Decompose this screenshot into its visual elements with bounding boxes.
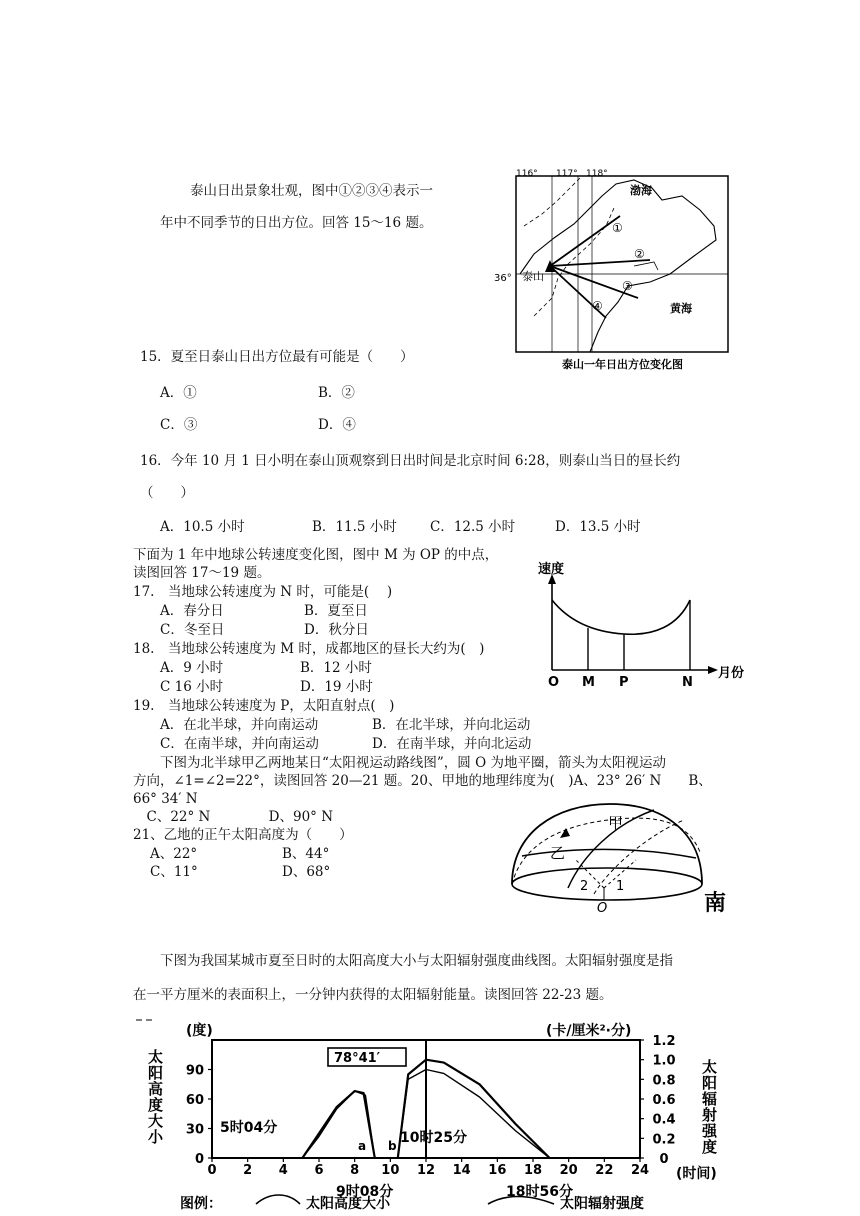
q18-option-d: D．19 小时	[300, 679, 373, 695]
q18-option-a: A．9 小时	[160, 660, 224, 676]
lat-label-36: 36°	[494, 273, 512, 284]
solar-altitude-radiation-chart	[136, 1014, 752, 1210]
intro-3-line-1: 下图为北半球甲乙两地某日“太阳视运动路线图”，圆 O 为地平圈，箭头为太阳视运动	[160, 755, 666, 771]
left-tick-label-3: 90	[185, 1063, 204, 1079]
lon-label-116: 116°	[516, 169, 538, 179]
mountain-label-taishan: 泰山	[522, 270, 544, 283]
legend-prefix: 图例：	[180, 1196, 222, 1210]
t1-annotation: 10时25分	[400, 1130, 467, 1146]
speed-y-label: 速度	[538, 562, 565, 577]
speed-curve	[552, 600, 690, 634]
q21-option-d: D、68°	[282, 864, 331, 880]
intro-4-line-2: 在一平方厘米的表面积上，一分钟内获得的太阳辐射能量。读图回答 22-23 题。	[133, 987, 613, 1003]
q19-option-c: C．在南半球，并向南运动	[160, 736, 319, 752]
x-axis-label: (时间)	[676, 1166, 717, 1182]
speed-point-p: P	[619, 675, 629, 690]
point-a-label: a	[358, 1139, 367, 1153]
right-tick-label-4: 0.8	[652, 1073, 676, 1089]
x-tick-label-5: 10	[381, 1163, 400, 1178]
x-tick-label-6: 12	[416, 1163, 436, 1178]
right-tick-label-0: 0	[659, 1152, 669, 1167]
sun-direction-arrow	[560, 828, 570, 838]
point-b-label: b	[388, 1139, 397, 1153]
q19-option-d: D．在南半球，并向北运动	[372, 736, 532, 752]
q16-stem: 16．今年 10 月 1 日小明在泰山顶观察到日出时间是北京时间 6:28，则泰山当日的昼长约	[140, 453, 681, 469]
q18-stem: 18. 当地球公转速度为 M 时，成都地区的昼长大约为( )	[133, 641, 485, 657]
q15-option-c: C．③	[160, 417, 198, 433]
x-tick-label-0: 0	[207, 1163, 217, 1178]
right-tick-label-6: 1.2	[652, 1034, 676, 1049]
intro-2-line-1: 下面为 1 年中地球公转速度变化图，图中 M 为 OP 的中点，	[133, 547, 499, 563]
x-tick-label-10: 20	[559, 1163, 578, 1178]
speed-point-o: O	[548, 675, 560, 690]
q16-option-a: A．10.5 小时	[160, 519, 245, 535]
label-angle-1: 1	[616, 879, 625, 894]
q21-option-a: A、22°	[150, 846, 198, 862]
legend-altitude: 太阳高度大小	[306, 1196, 390, 1210]
x-tick-label-8: 16	[488, 1163, 507, 1178]
map-frame	[516, 176, 728, 352]
x-axis-ticks	[207, 1158, 649, 1178]
sea-label-huanghai: 黄海	[670, 302, 692, 315]
intro-4-line-1: 下图为我国某城市夏至日时的太阳高度大小与太阳辐射强度曲线图。太阳辐射强度是指	[160, 953, 673, 969]
sunrise-direction-1	[550, 216, 620, 266]
intro-1-line-1: 泰山日出景象壮观，图中①②③④表示一	[190, 183, 433, 199]
left-axis-label: 太阳高度大小	[148, 1048, 164, 1146]
x-tick-label-9: 18	[523, 1163, 543, 1178]
q18-option-b: B．12 小时	[300, 660, 372, 676]
q17-option-c: C．冬至日	[160, 622, 225, 638]
sun-path-hemisphere	[504, 798, 730, 916]
taishan-sunrise-map	[494, 166, 740, 374]
x-tick-label-1: 2	[243, 1163, 253, 1178]
horizon-circle	[512, 868, 702, 900]
q16-option-c: C．12.5 小时	[430, 519, 516, 535]
peninsula-detail	[634, 262, 658, 270]
direction-label-3: ③	[622, 279, 633, 293]
x-tick-label-11: 22	[595, 1163, 614, 1178]
x-tick-label-12: 24	[630, 1163, 650, 1178]
label-south: 南	[704, 891, 727, 916]
q19-option-b: B．在北半球，并向北运动	[372, 717, 531, 733]
q19-option-a: A．在北半球，并向南运动	[160, 717, 319, 733]
intro-3-line-4: C、22° N D、90° N	[133, 809, 334, 825]
intro-1-line-2: 年中不同季节的日出方位。回答 15～16 题。	[160, 215, 433, 231]
x-tick-label-3: 6	[314, 1163, 324, 1178]
right-tick-label-1: 0.2	[652, 1132, 676, 1148]
q19-stem: 19. 当地球公转速度为 P，太阳直射点( )	[133, 698, 395, 714]
right-axis-label: 太阳辐射强度	[702, 1058, 718, 1156]
q16-option-b: B．11.5 小时	[312, 519, 397, 535]
speed-x-label: 月份	[718, 666, 745, 681]
legend-altitude-symbol	[256, 1195, 300, 1204]
peak-annotation: 78°41′	[334, 1051, 381, 1066]
legend-radiation: 太阳辐射强度	[560, 1196, 644, 1210]
speed-point-n: N	[682, 675, 693, 690]
sea-label-bohai: 渤海	[630, 184, 652, 197]
sunrise-annotation: 5时04分	[220, 1120, 278, 1136]
label-jia: 甲	[608, 814, 624, 832]
q17-option-b: B．夏至日	[304, 603, 368, 619]
q18-option-c: C 16 小时	[160, 679, 224, 695]
x-tick-label-7: 14	[452, 1163, 471, 1178]
q17-option-a: A．春分日	[160, 603, 224, 619]
label-angle-2: 2	[580, 879, 589, 894]
label-center-o: O	[597, 901, 608, 916]
direction-label-4: ④	[592, 299, 603, 313]
right-axis-ticks	[640, 1034, 676, 1167]
sun-path-jia-back	[512, 818, 700, 884]
right-tick-label-3: 0.6	[652, 1093, 676, 1108]
q15-option-d: D．④	[318, 417, 356, 433]
speed-point-m: M	[582, 675, 595, 690]
right-unit-label: (卡/厘米²·分)	[546, 1023, 632, 1039]
left-unit-label: (度)	[186, 1023, 213, 1039]
sunset-annotation: 18时56分	[506, 1184, 573, 1200]
right-tick-label-2: 0.4	[652, 1112, 676, 1128]
map-caption: 泰山一年日出方位变化图	[562, 358, 683, 371]
speed-x-arrow	[708, 666, 718, 674]
intro-3-line-2: 方向，∠1=∠2=22°，读图回答 20—21 题。20、甲地的地理纬度为( )A、23° 26′ N B、	[133, 773, 712, 789]
label-yi: 乙	[550, 844, 566, 862]
left-tick-label-0: 0	[194, 1152, 204, 1167]
intro-3-line-3: 66° 34′ N	[133, 791, 198, 807]
q17-option-d: D．秋分日	[304, 622, 369, 638]
right-tick-label-5: 1.0	[652, 1053, 676, 1069]
left-tick-label-1: 30	[185, 1122, 204, 1138]
q15-stem: 15．夏至日泰山日出方位最有可能是（ ）	[140, 349, 414, 365]
direction-label-1: ①	[612, 221, 623, 235]
x-tick-label-2: 4	[278, 1163, 288, 1178]
q21-stem: 21、乙地的正午太阳高度为（ ）	[133, 827, 353, 843]
intro-2-line-2: 读图回答 17～19 题。	[133, 565, 271, 581]
lon-label-118: 118°	[586, 169, 608, 179]
x-tick-label-4: 8	[350, 1163, 360, 1178]
left-axis-ticks	[186, 1064, 212, 1168]
q16-option-d: D．13.5 小时	[555, 519, 641, 535]
t2-annotation: 9时08分	[336, 1184, 394, 1200]
orbital-speed-chart	[528, 560, 754, 692]
lon-label-117: 117°	[556, 169, 578, 179]
q21-option-c: C、11°	[150, 864, 198, 880]
sun-path-jia	[522, 849, 696, 858]
left-tick-label-2: 60	[185, 1093, 204, 1108]
q17-stem: 17. 当地球公转速度为 N 时，可能是( )	[133, 584, 393, 600]
q21-option-b: B、44°	[282, 846, 330, 862]
q16-paren: （ ）	[140, 485, 194, 501]
q15-option-a: A．①	[160, 385, 197, 401]
q15-option-b: B．②	[318, 385, 355, 401]
direction-label-2: ②	[634, 247, 645, 261]
